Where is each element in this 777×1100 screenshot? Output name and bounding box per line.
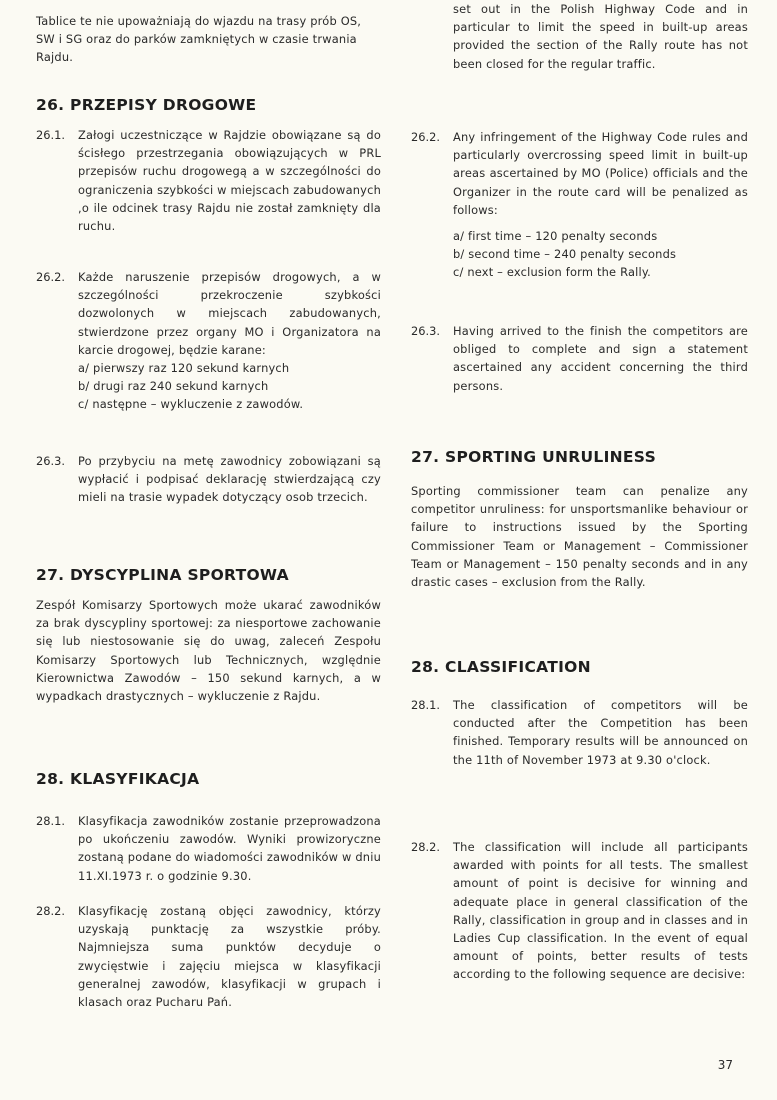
right-item-26-2 bbox=[411, 128, 748, 282]
right-item-26-3 bbox=[411, 322, 748, 395]
item-number: 28.1. bbox=[411, 698, 440, 712]
right-section-27-heading: 27. SPORTING UNRULINESS bbox=[411, 448, 657, 466]
item-sub-a: a/ pierwszy raz 120 sekund karnych bbox=[78, 361, 290, 376]
item-number: 28.2. bbox=[36, 904, 65, 918]
right-item-28-1 bbox=[411, 696, 748, 769]
item-text: Klasyfikację zostaną objęci zawodnicy, którzy uzyskają punktację za wszystkie próby. Najmniejsza suma punktów decyduje o zwycięstwie i zajęciu miejsca w klasyfikacji generalnej zawodów, klasyfikacji w grupach i klasach oraz Pucharu Pań. bbox=[78, 904, 381, 1010]
right-section-27-text: Sporting commissioner team can penalize any competitor unruliness: for unsportsmanlike behaviour or failure to instructions issued by the Sporting Commissioner Team or Management – Commissioner Team or Management – 150 penalty seconds and in any drastic cases – exclusion from the Rally. bbox=[411, 484, 748, 590]
left-item-26-1 bbox=[36, 126, 381, 235]
item-sub-c: c/ następne – wykluczenie z zawodów. bbox=[78, 397, 304, 412]
item-text: Any infringement of the Highway Code rules and particularly overcrossing speed limit in built-up areas ascertained by MO (Police) officials and the Organizer in the route card will be penalized as follows: bbox=[453, 130, 748, 217]
item-sub-b: b/ drugi raz 240 sekund karnych bbox=[78, 379, 269, 394]
left-section-28-heading: 28. KLASYFIKACJA bbox=[36, 770, 200, 788]
item-text: Załogi uczestniczące w Rajdzie obowiązane są do ścisłego przestrzegania obowiązujących w PRL przepisów ruchu drogowegą a w szczególności do ograniczenia szybkości w miejscach zabudowanych ,o ile odcinek trasy Rajdu nie został zamknięty dla ruchu. bbox=[78, 128, 381, 234]
item-sub-b: b/ second time – 240 penalty seconds bbox=[453, 247, 677, 262]
left-section-27-heading: 27. DYSCYPLINA SPORTOWA bbox=[36, 566, 289, 584]
item-text: The classification of competitors will be conducted after the Competition has been finished. Temporary results will be announced on the 11th of November 1973 at 9.30 o'clock. bbox=[453, 698, 748, 767]
left-item-26-3 bbox=[36, 452, 381, 507]
left-section-26-heading: 26. PRZEPISY DROGOWE bbox=[36, 96, 257, 114]
item-number: 26.2. bbox=[36, 270, 65, 284]
right-item-28-2 bbox=[411, 838, 748, 984]
left-item-26-2 bbox=[36, 268, 381, 414]
item-number: 26.1. bbox=[36, 128, 65, 142]
item-text: Po przybyciu na metę zawodnicy zobowiązani są wypłacić i podpisać deklarację stwierdzającą czy mieli na trasie wypadek dotyczący osob trzecich. bbox=[78, 454, 381, 505]
item-number: 28.2. bbox=[411, 840, 440, 854]
right-intro-block bbox=[411, 0, 748, 73]
item-text: Klasyfikacja zawodników zostanie przeprowadzona po ukończeniu zawodów. Wyniki prowizoryczne zostaną podane do wiadomości zawodników w dniu 11.XI.1973 r. o godzinie 9.30. bbox=[78, 814, 381, 883]
item-text: Każde naruszenie przepisów drogowych, a w szczególności przekroczenie szybkości dozwolonych w miejscach zabudowanych, stwierdzone przez organy MO i Organizatora na karcie drogowej, będzie karane: bbox=[78, 270, 381, 357]
right-section-28-heading: 28. CLASSIFICATION bbox=[411, 658, 591, 676]
left-item-28-1 bbox=[36, 812, 381, 885]
item-sub-c: c/ next – exclusion form the Rally. bbox=[453, 265, 651, 280]
item-sub-a: a/ first time – 120 penalty seconds bbox=[453, 229, 658, 244]
page-number: 37 bbox=[717, 1058, 733, 1072]
right-intro: set out in the Polish Highway Code and in particular to limit the speed in built-up areas provided the section of the Rally route has not been closed for the regular traffic. bbox=[453, 2, 748, 71]
item-number: 26.2. bbox=[411, 130, 440, 144]
item-number: 26.3. bbox=[411, 324, 440, 338]
left-intro: Tablice te nie upoważniają do wjazdu na trasy prób OS, SW i SG oraz do parków zamkniętych w czasie trwania Rajdu. bbox=[36, 14, 362, 64]
item-number: 28.1. bbox=[36, 814, 65, 828]
item-text: Having arrived to the finish the competitors are obliged to complete and sign a statement ascertained any accident concerning the third persons. bbox=[453, 324, 748, 393]
item-text: The classification will include all participants awarded with points for all tests. The smallest amount of point is decisive for winning and adequate place in general classification of the Rally, classification in group and in classes and in Ladies Cup classification. In the event of equal amount of points, better results of tests according to the following sequence are decisive: bbox=[453, 840, 748, 982]
left-section-27-text: Zespół Komisarzy Sportowych może ukarać zawodników za brak dyscypliny sportowej: za niesportowe zachowanie się lub niestosowanie się do uwag, zaleceń Zespołu Komisarzy Sportowych lub Technicznych, względnie Kierownictwa Zawodów – 150 sekund karnych, a w wypadkach drastycznych – wykluczenie z Rajdu. bbox=[36, 598, 381, 704]
item-number: 26.3. bbox=[36, 454, 65, 468]
left-item-28-2 bbox=[36, 902, 381, 1011]
